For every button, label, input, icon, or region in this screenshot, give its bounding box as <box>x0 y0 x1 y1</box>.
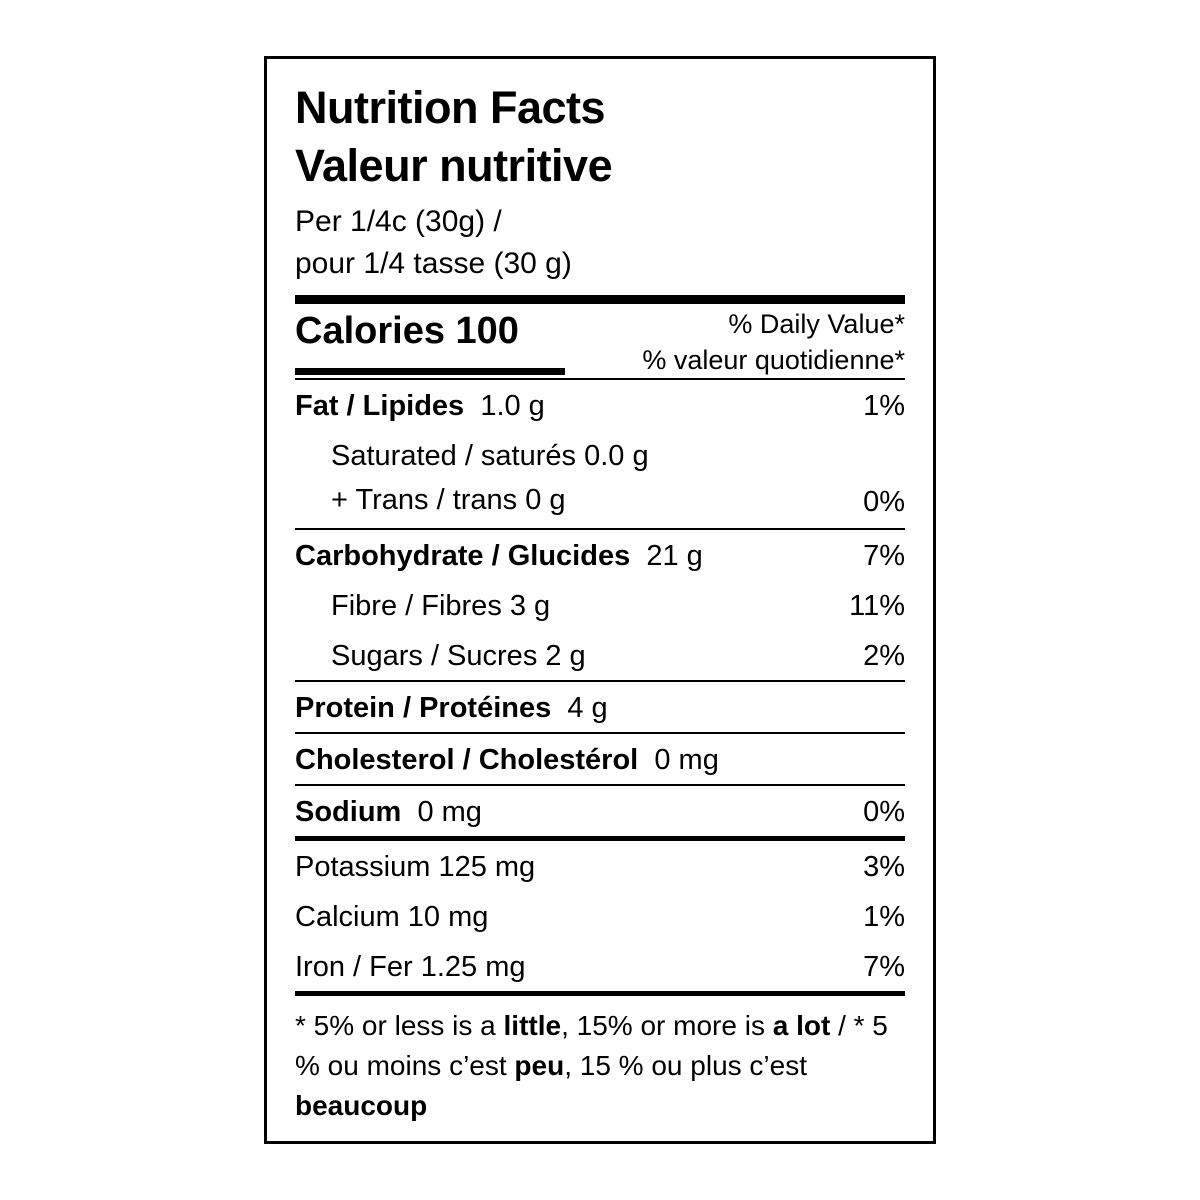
footnote-peu: peu <box>514 1050 565 1081</box>
row-fat <box>295 380 905 430</box>
row-carbohydrate-amount: 21 g <box>646 540 703 572</box>
row-saturated-label: Saturated / saturés 0.0 g <box>331 440 649 472</box>
row-protein-label <box>295 686 905 730</box>
calories-row <box>295 304 905 378</box>
serving-size-fr: pour 1/4 tasse (30 g) <box>295 247 572 280</box>
nutrition-facts-panel <box>264 56 936 1144</box>
row-fat-name: Fat / Lipides <box>295 390 465 422</box>
row-iron <box>295 941 905 991</box>
row-saturated-percent: 0% <box>863 486 905 518</box>
row-trans-label: + Trans / trans 0 g <box>331 484 566 516</box>
footnote-alot: a lot <box>772 1010 831 1041</box>
daily-value-header-fr: % valeur quotidienne* <box>642 345 905 375</box>
row-potassium-percent: 3% <box>863 851 905 883</box>
row-fibre <box>295 580 905 630</box>
row-carbohydrate <box>295 530 905 580</box>
row-sodium-percent: 0% <box>863 796 905 828</box>
row-potassium <box>295 841 905 891</box>
row-cholesterol-amount: 0 mg <box>654 744 719 776</box>
row-sodium-name: Sodium <box>295 796 402 828</box>
row-calcium <box>295 891 905 941</box>
row-carbohydrate-percent: 7% <box>863 540 905 572</box>
nutrition-facts-content <box>295 81 905 1126</box>
row-fat-amount: 1.0 g <box>480 390 545 422</box>
calories-value: Calories 100 <box>295 310 519 352</box>
row-carbohydrate-name: Carbohydrate / Glucides <box>295 540 631 572</box>
row-protein-name: Protein / Protéines <box>295 692 552 724</box>
row-iron-percent: 7% <box>863 951 905 983</box>
serving-size-en: Per 1/4c (30g) / <box>295 205 502 238</box>
row-sodium-label <box>295 790 905 834</box>
footnote-part4: , 15 % ou plus c’est <box>564 1050 808 1081</box>
footnote-little: little <box>503 1010 562 1041</box>
footnote-beaucoup: beaucoup <box>295 1090 428 1121</box>
page-title-fr: Valeur nutritive <box>295 140 613 191</box>
daily-value-header-en: % Daily Value* <box>728 309 905 339</box>
serving-size <box>295 201 905 285</box>
row-saturated-trans <box>295 430 905 528</box>
row-cholesterol-name: Cholesterol / Cholestérol <box>295 744 639 776</box>
row-fat-percent: 1% <box>863 390 905 422</box>
row-sodium-amount: 0 mg <box>417 796 482 828</box>
row-sugars <box>295 630 905 680</box>
row-protein <box>295 682 905 732</box>
row-cholesterol-label <box>295 738 905 782</box>
row-calcium-label: Calcium 10 mg <box>295 901 489 933</box>
row-iron-label: Iron / Fer 1.25 mg <box>295 951 526 983</box>
row-protein-amount: 4 g <box>567 692 608 724</box>
row-fat-label <box>295 384 905 428</box>
row-calcium-percent: 1% <box>863 901 905 933</box>
calories-underline <box>295 368 565 375</box>
footnote-part3: / * 5 % ou moins c’est <box>295 1010 888 1081</box>
footnote <box>295 996 905 1126</box>
row-sodium <box>295 786 905 836</box>
footnote-part2: , 15% or more is <box>561 1010 773 1041</box>
daily-value-header <box>642 306 905 378</box>
footnote-part1: * 5% or less is a <box>295 1010 504 1041</box>
row-sugars-label: Sugars / Sucres 2 g <box>331 640 586 672</box>
row-carbohydrate-label <box>295 534 905 578</box>
page-title-en: Nutrition Facts <box>295 82 606 133</box>
row-sugars-percent: 2% <box>863 640 905 672</box>
row-fibre-label: Fibre / Fibres 3 g <box>331 590 551 622</box>
row-fibre-percent: 11% <box>849 590 905 622</box>
divider-top <box>295 295 905 304</box>
row-potassium-label: Potassium 125 mg <box>295 851 536 883</box>
row-cholesterol <box>295 734 905 784</box>
